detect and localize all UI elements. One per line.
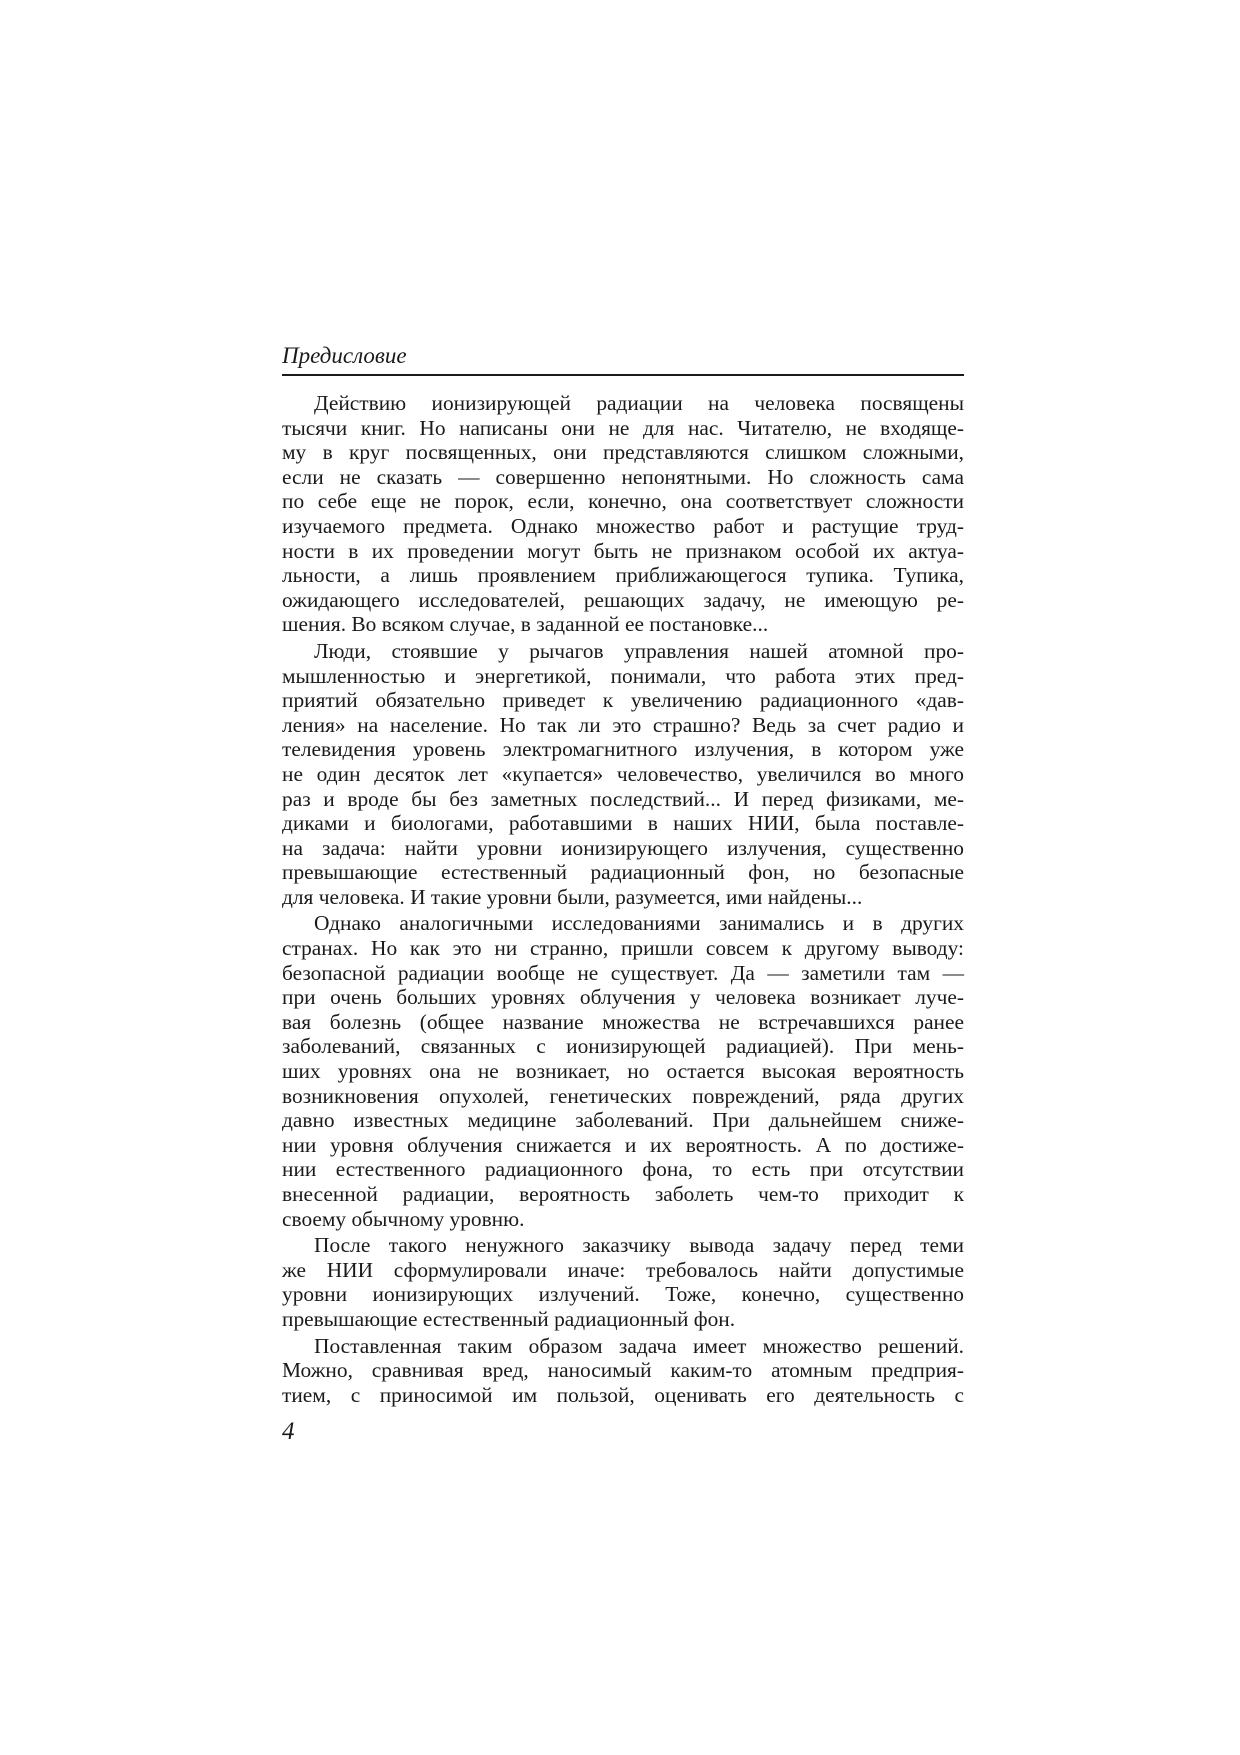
paragraph (282, 1334, 964, 1408)
text-line: странах. Но как это ни странно, пришли совсем к другому выводу: (282, 936, 964, 961)
text-line: превышающие естественный радиационный фон. (282, 1306, 736, 1331)
text-line: внесенной радиации, вероятность заболеть чем-то приходит к (282, 1182, 964, 1206)
text-line: уровни ионизирующих излучений. Тоже, конечно, существенно (282, 1282, 964, 1307)
text-line: же НИИ сформулировали иначе: требовалось найти допустимые (282, 1257, 964, 1282)
text-line: ожидающего исследователей, решающих задачу, не имеющую ре- (282, 587, 964, 612)
text-line: если не сказать — совершенно непонятными. Но сложность сама (282, 464, 964, 489)
paragraph (282, 391, 964, 637)
text-line: заболеваний, связанных с ионизирующей радиацией). При мень- (282, 1034, 964, 1059)
text-line: изучаемого предмета. Однако множество работ и растущие труд- (282, 513, 964, 538)
text-line: му в круг посвященных, они представляются слишком сложными, (282, 440, 964, 465)
running-header-title: Предисловие (282, 343, 407, 368)
text-line: диками и биологами, работавшими в наших НИИ, была поставле- (282, 811, 964, 836)
text-line: на задача: найти уровни ионизирующего излучения, существенно (282, 835, 964, 860)
text-line: телевидения уровень электромагнитного излучения, в котором уже (282, 737, 964, 762)
text-line: Можно, сравнивая вред, наносимый каким-то атомным предприя- (282, 1358, 964, 1383)
text-line: После такого ненужного заказчику вывода задачу перед теми (314, 1233, 964, 1258)
text-line: вая болезнь (общее название множества не встречавшихся ранее (282, 1009, 964, 1034)
body-text (282, 391, 964, 1407)
text-line: тием, с приносимой им пользой, оценивать его деятельность с (282, 1382, 964, 1407)
text-line: Однако аналогичными исследованиями занимались и в других (314, 911, 964, 936)
text-line: мышленностью и энергетикой, понимали, что работа этих пред- (282, 663, 964, 688)
text-line: Поставленная таким образом задача имеет множество решений. (314, 1333, 964, 1358)
text-line: Действию ионизирующей радиации на человека посвящены (314, 391, 964, 415)
running-header (282, 336, 964, 376)
text-line: по себе еще не порок, если, конечно, она соответствует сложности (282, 489, 964, 514)
text-line: для человека. И такие уровни были, разумеется, ими найдены... (282, 884, 863, 909)
text-line: ления» на население. Но так ли это страшно? Ведь за счет радио и (282, 712, 964, 737)
text-line: своему обычному уровню. (282, 1206, 525, 1231)
text-line: превышающие естественный радиационный фон, но безопасные (282, 860, 964, 885)
text-line: льности, а лишь проявлением приближающегося тупика. Тупика, (282, 563, 964, 588)
text-line: Люди, стоявшие у рычагов управления нашей атомной про- (314, 638, 964, 663)
paragraph (282, 1233, 964, 1331)
text-line: безопасной радиации вообще не существует. Да — заметили там — (282, 960, 964, 985)
text-line: тысячи книг. Но написаны они не для нас. Читателю, не входяще- (282, 415, 964, 440)
text-line: не один десяток лет «купается» человечество, увеличился во много (282, 761, 964, 786)
text-line: ших уровнях она не возникает, но остается высокая вероятность (282, 1059, 964, 1084)
text-line: возникновения опухолей, генетических повреждений, ряда других (282, 1083, 964, 1108)
text-line: нии естественного радиационного фона, то есть при отсутствии (282, 1157, 964, 1182)
page-number: 4 (282, 1418, 295, 1445)
text-line: при очень больших уровнях облучения у человека возникает луче- (282, 985, 964, 1010)
text-line: нии уровня облучения снижается и их вероятность. А по достиже- (282, 1132, 964, 1157)
text-line: давно известных медицине заболеваний. При дальнейшем сниже- (282, 1108, 964, 1133)
text-line: шения. Во всяком случае, в заданной ее постановке... (282, 612, 769, 637)
paragraph (282, 639, 964, 910)
paragraph (282, 911, 964, 1231)
text-line: ности в их проведении могут быть не признаком особой их актуа- (282, 538, 964, 563)
text-line: раз и вроде бы без заметных последствий... И перед физиками, ме- (282, 786, 964, 811)
text-line: приятий обязательно приведет к увеличению радиационного «дав- (282, 688, 964, 713)
